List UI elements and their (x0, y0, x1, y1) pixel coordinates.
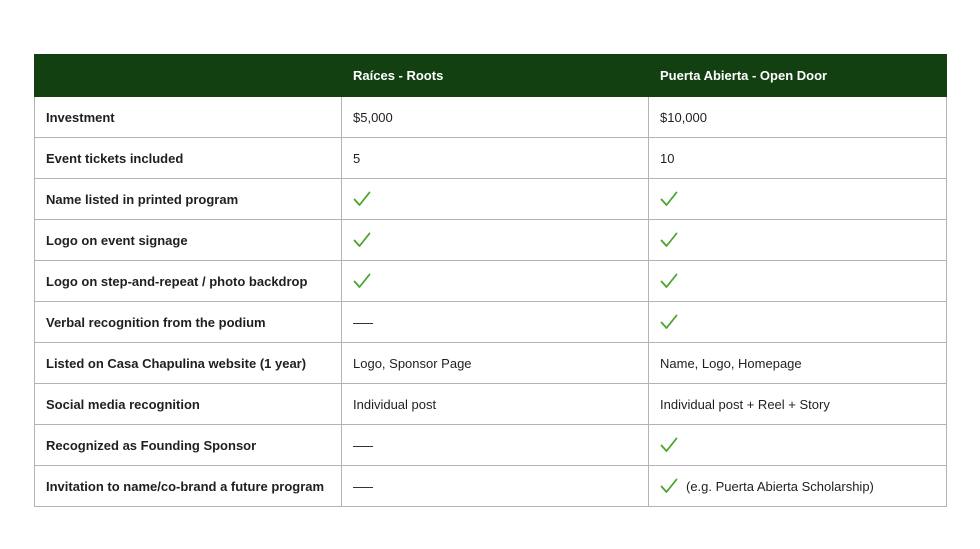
roots-tier-cell (342, 302, 649, 343)
roots-tier-cell: Logo, Sponsor Page (342, 343, 649, 384)
header-tier-open-door: Puerta Abierta - Open Door (649, 55, 947, 97)
feature-label: Investment (35, 97, 342, 138)
feature-label: Name listed in printed program (35, 179, 342, 220)
table-row (35, 302, 947, 343)
checkmark-icon (660, 478, 678, 494)
roots-tier-cell (342, 261, 649, 302)
checkmark-icon (353, 232, 371, 248)
roots-tier-cell: 5 (342, 138, 649, 179)
table-row (35, 97, 947, 138)
checkmark-icon (353, 273, 371, 289)
table-body (35, 97, 947, 507)
checkmark-icon (660, 437, 678, 453)
roots-tier-cell (342, 466, 649, 507)
sponsorship-tiers-table (34, 54, 947, 507)
feature-label: Invitation to name/co-brand a future program (35, 466, 342, 507)
table-row (35, 261, 947, 302)
feature-label: Listed on Casa Chapulina website (1 year) (35, 343, 342, 384)
table-row (35, 138, 947, 179)
feature-label: Logo on event signage (35, 220, 342, 261)
feature-label: Social media recognition (35, 384, 342, 425)
checkmark-icon (660, 273, 678, 289)
table-header-row (35, 55, 947, 97)
open-door-tier-cell (649, 466, 947, 507)
table-row (35, 343, 947, 384)
roots-tier-cell (342, 220, 649, 261)
open-door-tier-cell: 10 (649, 138, 947, 179)
dash-icon (353, 323, 373, 324)
open-door-tier-cell (649, 302, 947, 343)
cell-note: (e.g. Puerta Abierta Scholarship) (686, 478, 874, 494)
checkmark-icon (660, 191, 678, 207)
roots-tier-cell (342, 425, 649, 466)
feature-label: Logo on step-and-repeat / photo backdrop (35, 261, 342, 302)
roots-tier-cell (342, 179, 649, 220)
table-row (35, 466, 947, 507)
open-door-tier-cell (649, 261, 947, 302)
open-door-tier-cell (649, 179, 947, 220)
table-row (35, 179, 947, 220)
dash-icon (353, 446, 373, 447)
open-door-tier-cell: Individual post + Reel + Story (649, 384, 947, 425)
table-row (35, 425, 947, 466)
table-row (35, 220, 947, 261)
header-tier-roots: Raíces - Roots (342, 55, 649, 97)
table-row (35, 384, 947, 425)
feature-label: Verbal recognition from the podium (35, 302, 342, 343)
feature-label: Event tickets included (35, 138, 342, 179)
header-corner (35, 55, 342, 97)
dash-icon (353, 487, 373, 488)
open-door-tier-cell (649, 220, 947, 261)
checkmark-icon (660, 232, 678, 248)
open-door-tier-cell: Name, Logo, Homepage (649, 343, 947, 384)
roots-tier-cell: Individual post (342, 384, 649, 425)
roots-tier-cell: $5,000 (342, 97, 649, 138)
open-door-tier-cell: $10,000 (649, 97, 947, 138)
checkmark-icon (353, 191, 371, 207)
feature-label: Recognized as Founding Sponsor (35, 425, 342, 466)
open-door-tier-cell (649, 425, 947, 466)
checkmark-icon (660, 314, 678, 330)
